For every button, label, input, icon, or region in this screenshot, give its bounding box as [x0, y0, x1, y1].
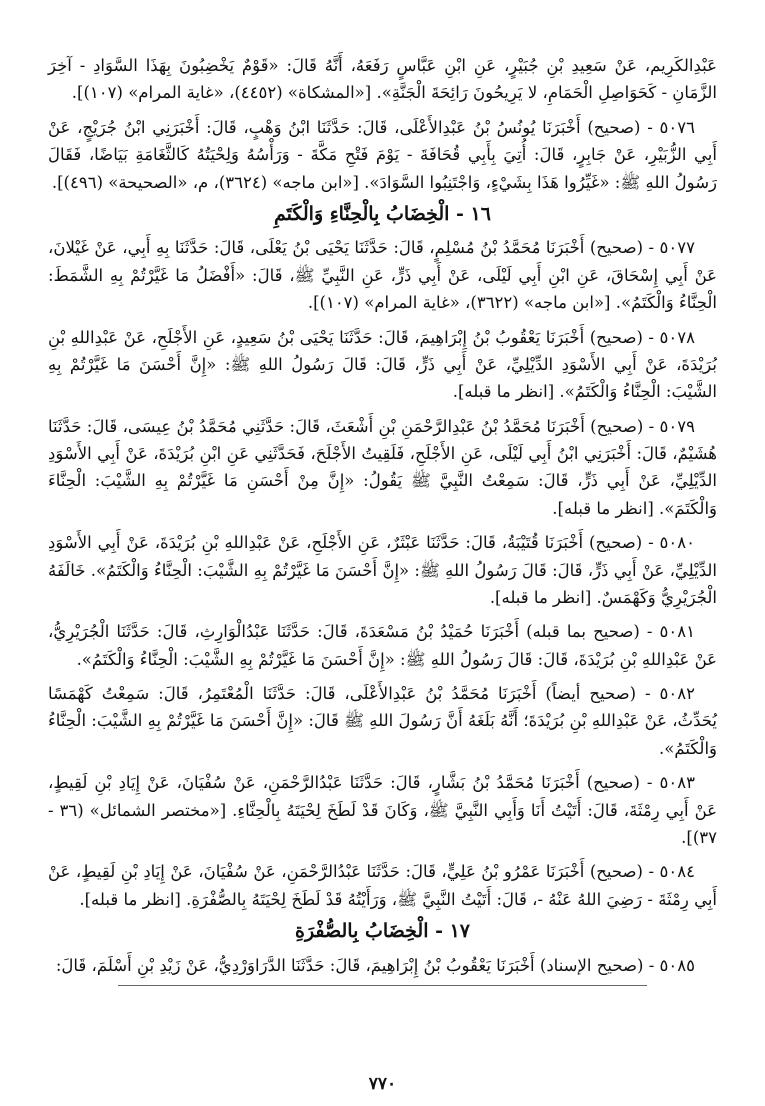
- hadith-5079: ٥٠٧٩ - (صحيح) أَخْبَرَنَا مُحَمَّدُ بْنُ عَبْدِالرَّحْمَنِ بْنِ أَشْعَثَ، قَالَ: حَدَّثَنِي مُحَمَّدُ بْنُ عِيسَى، قَالَ: حَدَّثَنَا هُشَيْمٌ، قَالَ: أَخْبَرَنِي ابْنُ أَبِي لَيْلَى، عَنِ الأَجْلَحِ، فَلَقِيتُ الأَجْلَحَ، فَحَدَّثَنِي عَنِ ابْنِ بُرَيْدَةَ، عَنْ أَبِي الأَسْوَدِ الدِّيْلِيِّ، عَنْ أَبِي ذَرٍّ، قَالَ: سَمِعْتُ النَّبِيَّ ﷺ يَقُولُ: «إِنَّ مِنْ أَحْسَنِ مَا غَيَّرْتُمْ بِهِ الشَّيْبَ: الْحِنَّاءَ وَالْكَتَمَ». [انظر ما قبله].: [48, 416, 717, 518]
- hadith-5080: ٥٠٨٠ - (صحيح) أَخْبَرَنَا قُتَيْبَةُ، قَالَ: حَدَّثَنَا عَبْثَرٌ، عَنِ الأَجْلَحِ، عَنْ عَبْدِاللهِ بْنِ بُرَيْدَةَ، عَنْ أَبِي الأَسْوَدِ الدِّيْلِيِّ، عَنْ أَبِي ذَرٍّ، قَالَ: قَالَ رَسُولُ اللهِ ﷺ: «إِنَّ أَحْسَنَ مَا غَيَّرْتُمْ بِهِ الشَّيْبَ: الْحِنَّاءُ وَالْكَتَمُ». خَالَفَهُ الْجُرَيْرِيُّ وَكَهْمَسٌ. [انظر ما قبله].: [48, 533, 717, 607]
- footer-divider: [118, 985, 647, 986]
- hadith-5078: ٥٠٧٨ - (صحيح) أَخْبَرَنَا يَعْقُوبُ بْنُ إِبْرَاهِيمَ، قَالَ: حَدَّثَنَا يَحْيَى بْنُ سَعِيدٍ، عَنِ الأَجْلَحِ، عَنْ عَبْدِاللهِ بْنِ بُرَيْدَةَ، عَنْ أَبِي الأَسْوَدِ الدِّيْلِيِّ، عَنْ أَبِي ذَرٍّ، قَالَ: قَالَ رَسُولُ اللهِ ﷺ: «إِنَّ أَحْسَنَ مَا غَيَّرْتُمْ بِهِ الشَّيْبَ: الْحِنَّاءُ وَالْكَتَمُ». [انظر ما قبله].: [48, 327, 717, 402]
- hadith-5082: ٥٠٨٢ - (صحيح أيضاً) أَخْبَرَنَا مُحَمَّدُ بْنُ عَبْدِالأَعْلَى، قَالَ: حَدَّثَنَا الْمُعْتَمِرُ، قَالَ: سَمِعْتُ كَهْمَسًا يُحَدِّثُ، عَنْ عَبْدِاللهِ بْنِ بُرَيْدَةَ؛ أَنَّهُ بَلَغَهُ أَنَّ رَسُولَ اللهِ ﷺ قَالَ: «إِنَّ أَحْسَنَ مَا غَيَّرْتُمْ بِهِ الشَّيْبَ: الْحِنَّاءُ وَالْكَتَمُ».: [48, 684, 717, 758]
- hadith-5084: ٥٠٨٤ - (صحيح) أَخْبَرَنَا عَمْرُو بْنُ عَلِيٍّ، قَالَ: حَدَّثَنَا عَبْدُالرَّحْمَنِ، عَنْ سُفْيَانَ، عَنْ إِيَادِ بْنِ لَقِيطٍ، عَنْ أَبِي رِمْثَةَ - رَضِيَ اللهُ عَنْهُ -، قَالَ: أَتَيْتُ النَّبِيَّ ﷺ، وَرَأَيْتُهُ قَدْ لَطَخَ لِحْيَتَهُ بِالصُّفْرَةِ. [انظر ما قبله].: [48, 862, 717, 909]
- chapter-title-16: ١٦ - الْخِضَابُ بِالْحِنَّاءِ وَالْكَتَمِ: [274, 202, 491, 225]
- hadith-5081: ٥٠٨١ - (صحيح بما قبله) أَخْبَرَنَا حُمَيْدُ بْنُ مَسْعَدَةَ، قَالَ: حَدَّثَنَا عَبْدُالْوَارِثِ، قَالَ: حَدَّثَنَا الْجُرَيْرِيُّ، عَنْ عَبْدِاللهِ بْنِ بُرَيْدَةَ، قَالَ: قَالَ رَسُولُ اللهِ ﷺ: «إِنَّ أَحْسَنَ مَا غَيَّرْتُمْ بِهِ الشَّيْبَ: الْحِنَّاءُ وَالْكَتَمُ».: [48, 622, 717, 669]
- hadith-5076: ٥٠٧٦ - (صحيح) أَخْبَرَنَا يُونُسُ بْنُ عَبْدِالأَعْلَى، قَالَ: حَدَّثَنَا ابْنُ وَهْبٍ، قَالَ: أَخْبَرَنِي ابْنُ جُرَيْجٍ، عَنْ أَبِي الزُّبَيْرِ، عَنْ جَابِرٍ، قَالَ: أُتِيَ بِأَبِي قُحَافَةَ - يَوْمَ فَتْحِ مَكَّةَ - وَرَأْسُهُ وَلِحْيَتُهُ كَالثَّغَامَةِ بَيَاضًا، فَقَالَ رَسُولُ اللهِ ﷺ: «غَيِّرُوا هَذَا بِشَيْءٍ، وَاجْتَنِبُوا السَّوَادَ». [«ابن ماجه» (٣٦٢٤)، م، «الصحيحة» (٤٩٦)].: [48, 117, 717, 192]
- hadith-5083: ٥٠٨٣ - (صحيح) أَخْبَرَنَا مُحَمَّدُ بْنُ بَشَّارٍ، قَالَ: حَدَّثَنَا عَبْدُالرَّحْمَنِ، عَنْ سُفْيَانَ، عَنْ إِيَادِ بْنِ لَقِيطٍ، عَنْ أَبِي رِمْثَةَ، قَالَ: أَتَيْتُ أَنَا وَأَبِي النَّبِيَّ ﷺ، وَكَانَ قَدْ لَطَخَ لِحْيَتَهُ بِالْحِنَّاءِ. [«مختصر الشمائل» (٣٦ - ٣٧)].: [48, 773, 717, 847]
- hadith-5077: ٥٠٧٧ - (صحيح) أَخْبَرَنَا مُحَمَّدُ بْنُ مُسْلِمٍ، قَالَ: حَدَّثَنَا يَحْيَى بْنُ يَعْلَى، قَالَ: حَدَّثَنَا بِهِ أَبِي، عَنْ غَيْلانَ، عَنْ أَبِي إِسْحَاقَ، عَنِ ابْنِ أَبِي لَيْلَى، عَنْ أَبِي ذَرٍّ، عَنِ النَّبِيِّ ﷺ، قَالَ: «أَفْضَلُ مَا غَيَّرْتُمْ بِهِ الشَّمَطَ: الْحِنَّاءُ وَالْكَتَمُ». [«ابن ماجه» (٣٦٢٢)، «غاية المرام» (١٠٧)].: [48, 238, 717, 313]
- continuation-text: عَبْدِالكَرِيم، عَنْ سَعِيدِ بْنِ جُبَيْرٍ، عَنِ ابْنِ عَبَّاسٍ رَفَعَهُ، أَنَّهُ قَالَ: «قَوْمٌ يَخْضِبُونَ بِهَذَا السَّوَادِ - آخِرَ الزَّمَانِ - كَحَوَاصِلِ الْحَمَامِ، لا يَرِيحُونَ رَائِحَةَ الْجَنَّةِ». [«المشكاة» (٤٤٥٢)، «غاية المرام» (١٠٧)].: [48, 56, 717, 103]
- page-body: [48, 52, 717, 1046]
- chapter-title-17: ١٧ - الْخِضَابُ بِالصُّفْرَةِ: [294, 920, 471, 943]
- page-number: ٧٧٠: [368, 1074, 397, 1094]
- hadith-5085: ٥٠٨٥ - (صحيح الإسناد) أَخْبَرَنَا يَعْقُوبُ بْنُ إِبْرَاهِيمَ، قَالَ: حَدَّثَنَا الدَّرَاوَرْدِيُّ، عَنْ زَيْدِ بْنِ أَسْلَمَ، قَالَ:: [55, 955, 695, 975]
